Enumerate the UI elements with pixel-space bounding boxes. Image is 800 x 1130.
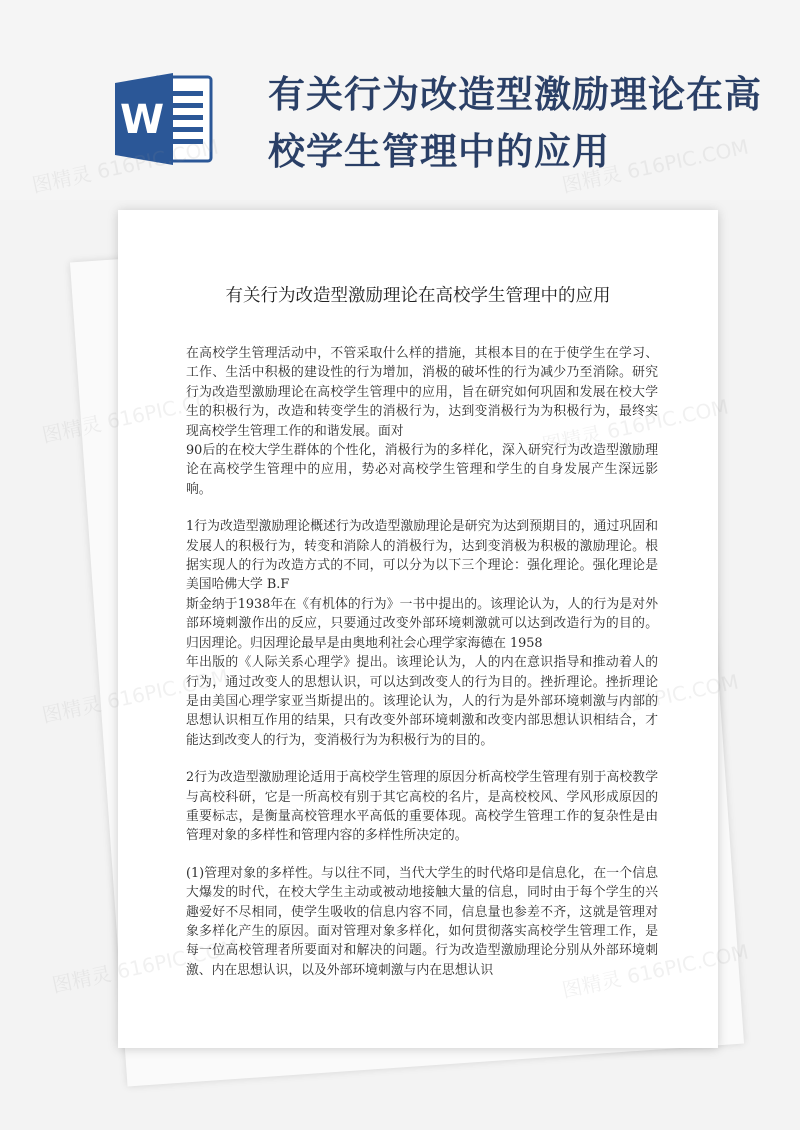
preview-header (0, 0, 800, 200)
page-title: 有关行为改造型激励理论在高校学生管理中的应用 (225, 286, 611, 306)
paragraph-intro: 在高校学生管理活动中，不管采取什么样的措施，其根本目的在于使学生在学习、工作、生活中积极的建设性的行为增加，消极的破坏性的行为减少乃至消除。研究行为改造型激励理论在高校学生管理中的应用，旨在研究如何巩固和发展在校大学生的积极行为，改造和转变学生的消极行为，达到变消极行为为积极行为，最终实现高校学生管理工作的和谐发展。面对 90后的在校大学生群体的个性化，消极行为的多样化，深入研究行为改造型激励理论在高校学生管理中的应用，势必对高校学生管理和学生的自身发展产生深远影响。 (186, 346, 658, 497)
document-body (186, 344, 658, 998)
watermark: 图精灵 (39, 691, 104, 728)
document-page (118, 210, 718, 1048)
watermark: 图精灵 (39, 411, 104, 448)
document-title-banner: 有关行为改造型激励理论在高校学生管理中的应用 (268, 73, 762, 173)
svg-text:W: W (119, 97, 165, 143)
watermark: 图精灵 (49, 961, 114, 998)
paragraph-section-2-1: (1)管理对象的多样性。与以往不同，当代大学生的时代烙印是信息化，在一个信息大爆发的时代，在校大学生主动或被动地接触大量的信息，同时由于每个学生的兴趣爱好不尽相同，使学生吸收的信息内容不同，信息量也参差不齐，这就是管理对象多样化产生的原因。面对管理对象多样化，如何贯彻落实高校学生管理工作，是每一位高校管理者所要面对和解决的问题。行为改造型激励理论分别从外部环境刺激、内在思想认识，以及外部环境刺激与内在思想认识 (186, 865, 658, 978)
paragraph-section-2: 2行为改造型激励理论适用于高校学生管理的原因分析高校学生管理有别于高校教学与高校科研，它是一所高校有别于其它高校的名片，是高校校风、学风形成原因的重要标志，是衡量高校管理水平高低的重要体现。高校学生管理工作的复杂性是由管理对象的多样性和管理内容的多样性所决定的。 (186, 770, 658, 844)
word-document-icon (115, 73, 215, 165)
paragraph-section-1: 1行为改造型激励理论概述行为改造型激励理论是研究为达到预期目的，通过巩固和发展人的积极行为，转变和消除人的消极行为，达到变消极为积极的激励理论。根据实现人的行为改造方式的不同，可以分为以下三个理论：强化理论。强化理论是美国哈佛大学 B.F 斯金纳于1938年在《有机体的行为》一书中提出的。该理论认为，人的行为是对外部环境刺激作出的反应，只要通过改变外部环境刺激就可以达到改造行为的目的。归因理论。归因理论最早是由奥地利社会心理学家海德在 1958 年出版的《人际关系心理学》提出。该理论认为，人的内在意识指导和推动着人的行为，通过改变人的思想认识，可以达到改变人的行为目的。挫折理论。挫折理论是由美国心理学家亚当斯提出的。该理论认为，人的行为是外部环境刺激与内部的思想认识相互作用的结果，只有改变外部环境刺激和改变内部思想认识相结合，才能达到改变人的行为，变消极行为为积极行为的目的。 (186, 519, 658, 748)
